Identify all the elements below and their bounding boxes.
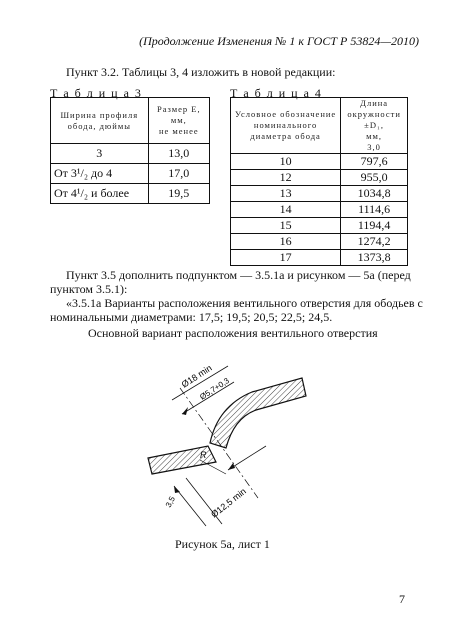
table4-cell-length: 1114,6 [341,202,408,218]
page-header: (Продолжение Изменения № 1 к ГОСТ Р 53824—2010) [139,34,419,48]
table-row [51,184,210,204]
page-number: 7 [399,592,405,606]
intro-paragraph: Пункт 3.2. Таблицы 3, 4 изложить в новой редакции: [66,65,336,79]
table4-cell-designation: 16 [231,234,341,250]
table4-cell-designation: 14 [231,202,341,218]
table4-header-designation: Условное обозначение номинального диаметра обода [231,98,341,154]
table3-cell-size: 17,0 [148,164,209,184]
table4-cell-designation: 13 [231,186,341,202]
table-row [231,170,408,186]
table-row [51,164,210,184]
figure-title: Основной вариант расположения вентильного отверстия [88,326,378,340]
table4-caption: Т а б л и ц а 4 [230,86,323,100]
table3-header-size: Размер Е, мм, не менее [148,98,209,144]
table3-cell-width: 3 [51,144,149,164]
valve-hole-drawing [130,348,320,538]
table-row [231,218,408,234]
table4-cell-designation: 15 [231,218,341,234]
table-row [231,234,408,250]
dim-top-label: Ø18 min [179,362,214,390]
table4-cell-length: 1373,8 [341,250,408,266]
table4-cell-length: 955,0 [341,170,408,186]
paragraph-3-5-1a-line1: «3.5.1а Варианты расположения вентильного отверстия для ободьев с [66,296,423,310]
table-row [231,202,408,218]
table-row [51,144,210,164]
table4-cell-length: 797,6 [341,154,408,170]
table-row [231,186,408,202]
table4-cell-designation: 17 [231,250,341,266]
table4-cell-length: 1274,2 [341,234,408,250]
table3-cell-width: От 3¹/₂ до 4 [51,164,149,184]
table3-cell-size: 19,5 [148,184,209,204]
dim-small-label: Ø5,7+0,3 [198,376,231,402]
rim-wall-upper [210,378,306,448]
paragraph-3-5-1a-line2: номинальными диаметрами: 17,5; 19,5; 20,5; 22,5; 24,5. [50,310,333,324]
dim-bottom-label: Ø12,5 min [209,486,248,520]
figure-caption: Рисунок 5а, лист 1 [175,537,270,551]
paragraph-3-5-line1: Пункт 3.5 дополнить подпунктом — 3.5.1а и рисунком — 5а (перед [66,268,411,282]
dim-side-label: 3,5 [163,494,177,509]
table-row [231,154,408,170]
table4-cell-length: 1194,4 [341,218,408,234]
table3-cell-size: 13,0 [148,144,209,164]
table-4 [230,97,408,266]
table3-caption: Т а б л и ц а 3 [50,86,143,100]
table-3 [50,97,210,204]
table4-cell-length: 1034,8 [341,186,408,202]
table4-cell-designation: 12 [231,170,341,186]
radius-label: R [200,450,207,460]
table3-header-width: Ширина профиля обода, дюймы [51,98,149,144]
table4-cell-designation: 10 [231,154,341,170]
table4-header-length: Длина окружности ±D₁, мм, 3,0 [341,98,408,154]
table-row [231,250,408,266]
paragraph-3-5-line2: пунктом 3.5.1): [50,282,128,296]
table3-cell-width: От 4¹/₂ и более [51,184,149,204]
